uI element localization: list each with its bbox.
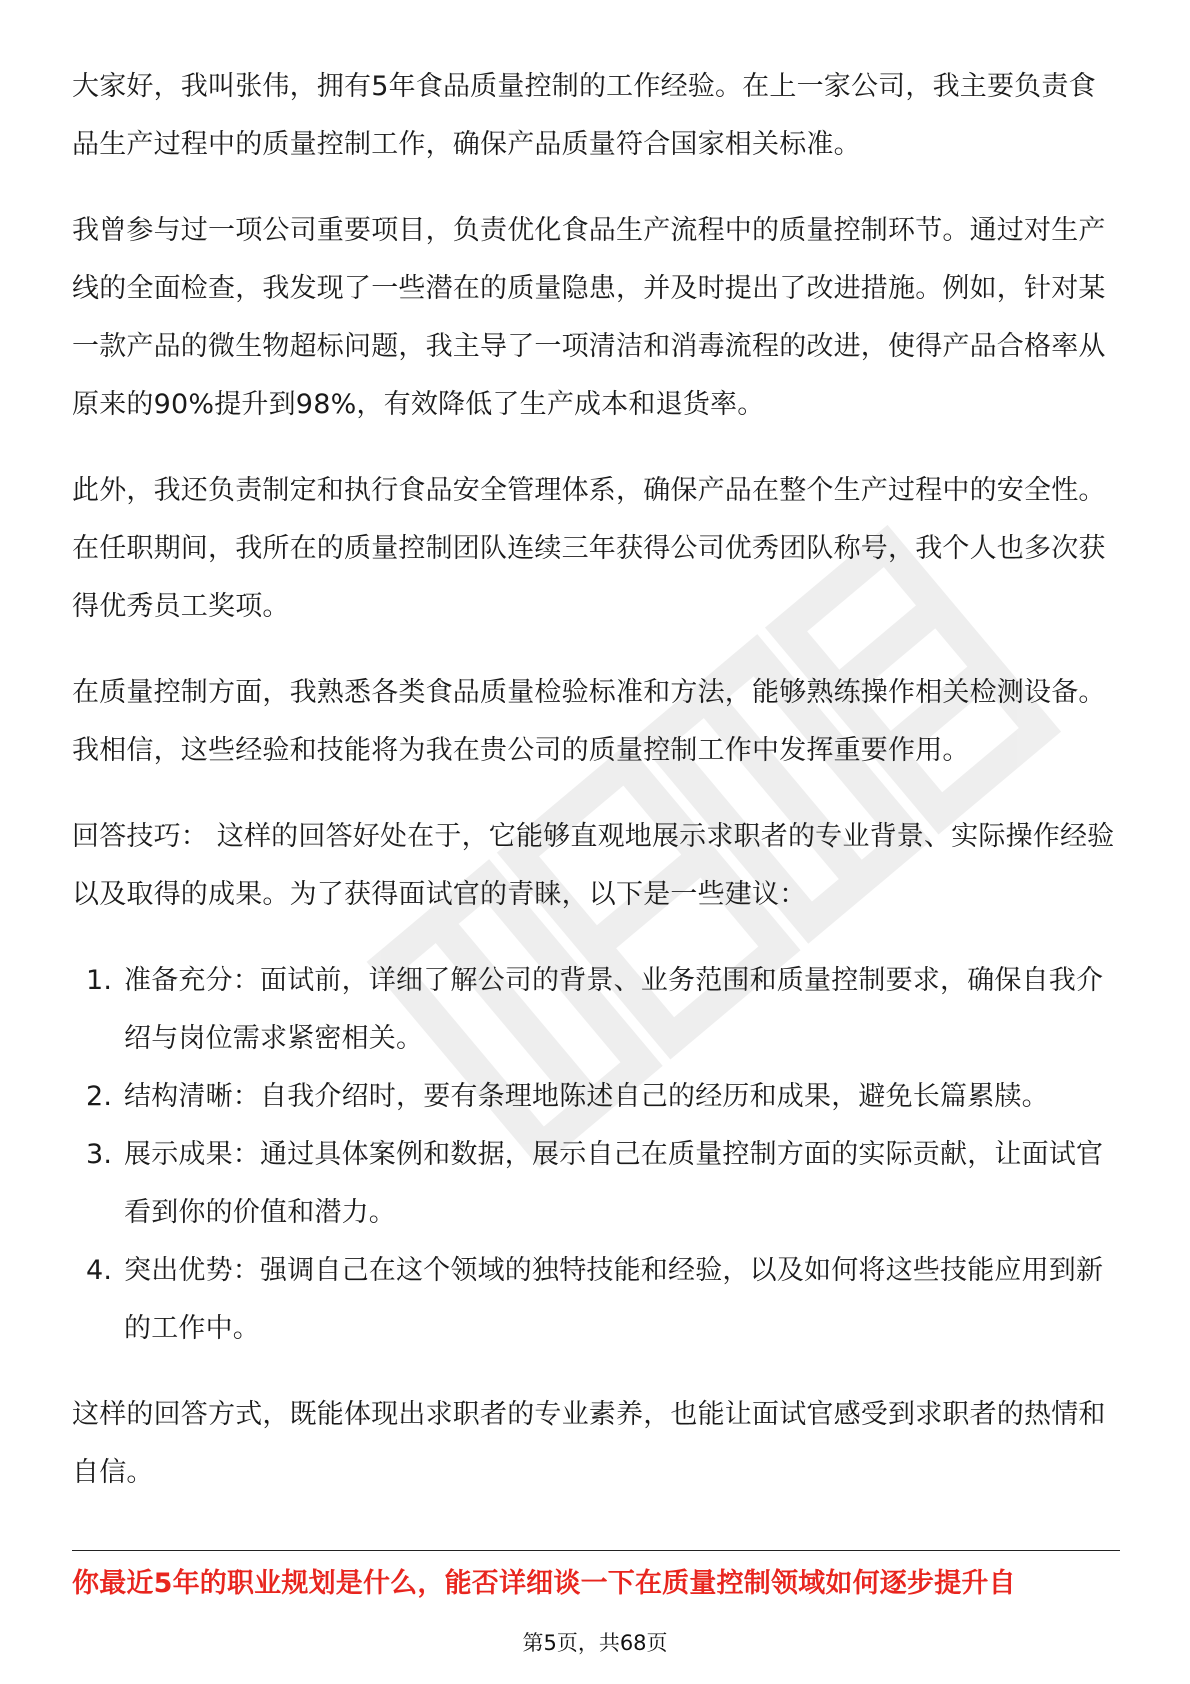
section-divider <box>72 1550 1120 1551</box>
closing-paragraph: 这样的回答方式，既能体现出求职者的专业素养，也能让面试官感受到求职者的热情和自信。 <box>72 1399 1106 1488</box>
intro-paragraph: 大家好，我叫张伟，拥有5年食品质量控制的工作经验。在上一家公司，我主要负责食品生产过程中的质量控制工作，确保产品质量符合国家相关标准。 <box>72 71 1096 160</box>
list-item-text: 结构清晰：自我介绍时，要有条理地陈述自己的经历和成果，避免长篇累牍。 <box>124 1081 1049 1112</box>
list-item <box>72 1126 1120 1242</box>
list-item-number: 1. <box>86 965 113 996</box>
skills-paragraph: 在质量控制方面，我熟悉各类食品质量检验标准和方法，能够熟练操作相关检测设备。我相信，这些经验和技能将为我在贵公司的质量控制工作中发挥重要作用。 <box>72 677 1106 766</box>
document-content <box>72 58 1120 1530</box>
tips-list <box>72 952 1120 1358</box>
list-item-text: 突出优势：强调自己在这个领域的独特技能和经验，以及如何将这些技能应用到新的工作中。 <box>124 1255 1104 1344</box>
tips-intro-paragraph: 回答技巧： 这样的回答好处在于，它能够直观地展示求职者的专业背景、实际操作经验以及取得的成果。为了获得面试官的青睐，以下是一些建议： <box>72 821 1115 910</box>
list-item-text: 准备充分：面试前，详细了解公司的背景、业务范围和质量控制要求，确保自我介绍与岗位需求紧密相关。 <box>124 965 1104 1054</box>
management-paragraph: 此外，我还负责制定和执行食品安全管理体系，确保产品在整个生产过程中的安全性。在任职期间，我所在的质量控制团队连续三年获得公司优秀团队称号，我个人也多次获得优秀员工奖项。 <box>72 475 1106 622</box>
list-item-number: 3. <box>86 1139 113 1170</box>
list-item <box>72 952 1120 1068</box>
next-question-heading: 你最近5年的职业规划是什么，能否详细谈一下在质量控制领域如何逐步提升自 <box>72 1568 1016 1599</box>
list-item <box>72 1242 1120 1358</box>
list-item-number: 2. <box>86 1081 113 1112</box>
project-paragraph: 我曾参与过一项公司重要项目，负责优化食品生产流程中的质量控制环节。通过对生产线的全面检查，我发现了一些潜在的质量隐患，并及时提出了改进措施。例如，针对某一款产品的微生物超标问题，我主导了一项清洁和消毒流程的改进，使得产品合格率从原来的90%提升到98%，有效降低了生产成本和退货率。 <box>72 215 1106 420</box>
page-number-footer: 第5页，共68页 <box>522 1631 668 1655</box>
list-item-number: 4. <box>86 1255 113 1286</box>
list-item-text: 展示成果：通过具体案例和数据，展示自己在质量控制方面的实际贡献，让面试官看到你的价值和潜力。 <box>124 1139 1104 1228</box>
list-item <box>72 1068 1120 1126</box>
